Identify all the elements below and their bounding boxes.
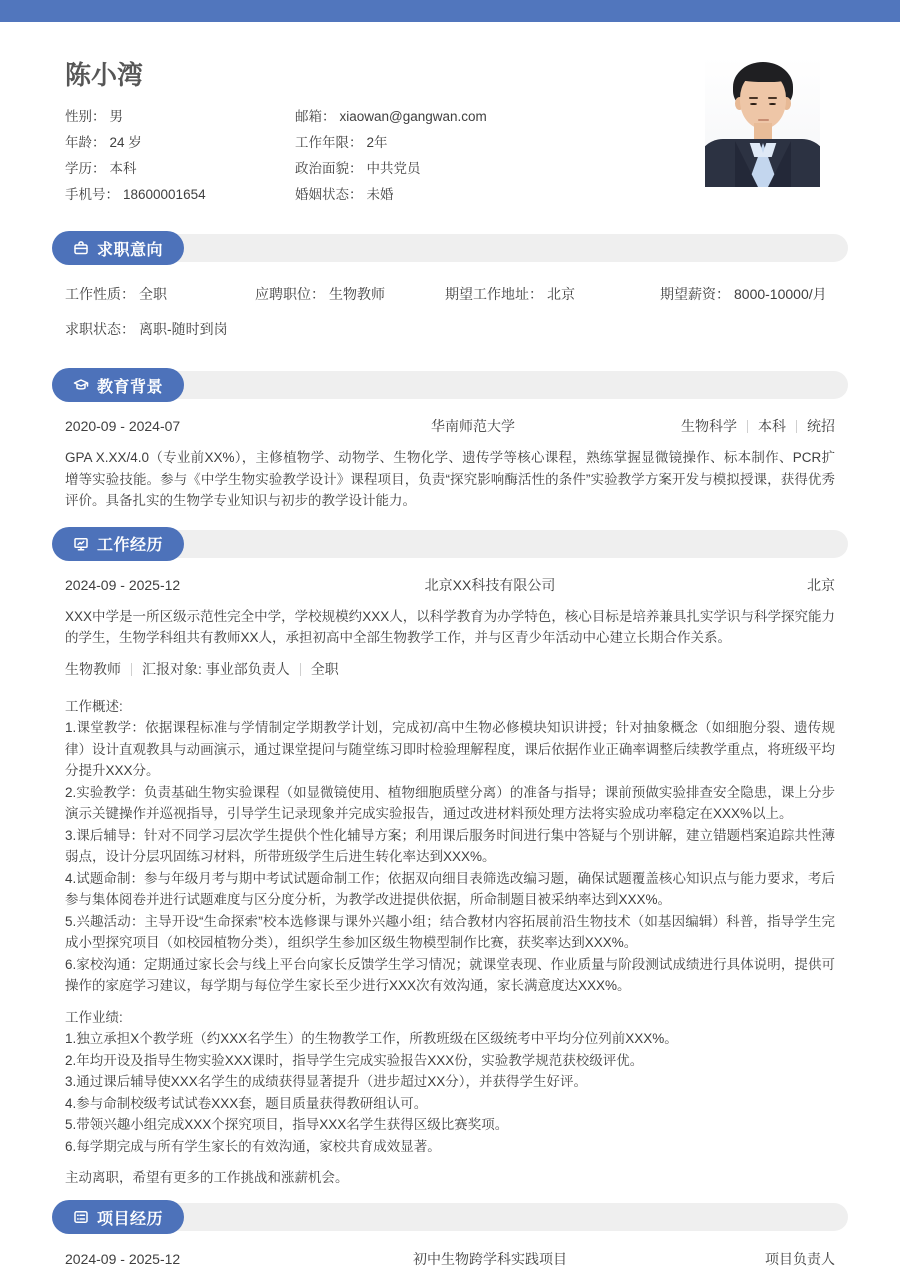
- work-pill: [52, 527, 184, 561]
- work-report-to: 汇报对象: 事业部负责人: [142, 660, 290, 677]
- info-age: 年龄： 24 岁: [65, 135, 142, 150]
- section-header-education: [52, 371, 848, 399]
- field-job-type: 工作性质： 全职: [65, 286, 167, 302]
- section-header-job-intent: [52, 234, 848, 262]
- education-spec: [681, 418, 835, 434]
- education-description: GPA X.XX/4.0（专业前XX%），主修植物学、动物学、生物化学、遗传学等核心课程，熟练掌握显微镜操作、标本制作、PCR扩增等实验技能。参与《中学生物实验教学设计》课程项目，负责“探究影响酶活性的条件”实验教学方案开发与模拟授课，获得优秀评价。具备扎实的生物学专业知识与初步的教学设计能力。: [65, 450, 835, 508]
- work-location: 北京: [807, 576, 835, 593]
- candidate-name: 陈小湾: [65, 60, 144, 90]
- education-period: 2020-09 - 2024-07: [65, 418, 181, 434]
- info-education: 学历： 本科: [65, 161, 137, 176]
- company-intro: XXX中学是一所区级示范性完全中学，学校规模约XXX人，以科学教育为办学特色，核心目标是培养兼具扎实学识与科学探究能力的学生，生物学科组共有教师XX人，承担初高中全部生物教学工作，并与区青少年活动中心建立长期合作关系。: [65, 608, 835, 645]
- field-target-position: 应聘职位： 生物教师: [255, 286, 385, 302]
- work-overview-item: 2.实验教学：负责基础生物实验课程（如显微镜使用、植物细胞质壁分离）的准备与指导；课前预做实验排查安全隐患，课上分步演示关键操作并巡视指导，引导学生记录现象并完成实验报告，通过改进材料预处理方法将实验成功率稳定在XXX%以上。: [65, 784, 835, 821]
- section-title: 工作经历: [97, 537, 164, 554]
- info-gender: 性别： 男: [65, 109, 123, 124]
- job-intent-pill: [52, 231, 184, 265]
- work-achievement-item: 6.每学期完成与所有学生家长的有效沟通，家校共育成效显著。: [65, 1138, 441, 1154]
- work-overview-item: 1.课堂教学：依据课程标准与学情制定学期教学计划，完成初/高中生物必修模块知识讲授；针对抽象概念（如细胞分裂、遗传规律）设计直观教具与动画演示，通过课堂提问与随堂练习即时检验理解程度，课后依据作业正确率调整后续教学重点，将班级平均分提升XXX分。: [65, 720, 835, 778]
- info-political-status: 政治面貌： 中共党员: [295, 161, 421, 176]
- work-achievements-title: 工作业绩:: [65, 1009, 123, 1025]
- info-email: 邮箱： xiaowan@gangwan.com: [295, 109, 487, 124]
- info-phone: 手机号： 18600001654: [65, 187, 206, 202]
- candidate-photo: [705, 57, 820, 187]
- work-employment-type: 全职: [310, 660, 339, 677]
- section-header-work: [52, 530, 848, 558]
- education-school: 华南师范大学: [431, 418, 515, 434]
- work-period: 2024-09 - 2025-12: [65, 576, 181, 593]
- section-title: 项目经历: [97, 1210, 164, 1228]
- education-degree: 本科: [758, 418, 786, 434]
- work-achievement-item: 1.独立承担X个教学班（约XXX名学生）的生物教学工作，所教班级在区级统考中平均分位列前XXX%。: [65, 1031, 678, 1046]
- work-role-line: [52, 660, 848, 678]
- work-achievement-item: 5.带领兴趣小组完成XXX个探究项目，指导XXX名学生获得区级比赛奖项。: [65, 1117, 509, 1132]
- field-target-location: 期望工作地址： 北京: [445, 286, 575, 302]
- top-accent-bar: [0, 0, 900, 22]
- project-pill: [52, 1200, 184, 1234]
- work-position: 生物教师: [65, 660, 121, 677]
- work-overview-item: 3.课后辅导：针对不同学习层次学生提供个性化辅导方案；利用课后服务时间进行集中答疑与个别讲解，建立错题档案追踪共性薄弱点，设计分层巩固练习材料，所带班级学生后进生转化率达到XXX%。: [65, 827, 835, 864]
- list-icon: [73, 1209, 89, 1225]
- field-expected-salary: 期望薪资： 8000-10000/月: [660, 286, 827, 302]
- info-marital-status: 婚姻状态： 未婚: [295, 187, 394, 202]
- info-work-years: 工作年限： 2年: [295, 135, 388, 150]
- project-name: 初中生物跨学科实践项目: [413, 1251, 567, 1267]
- work-entry: [52, 577, 848, 593]
- work-overview-item: 5.兴趣活动：主导开设“生命探索”校本选修课与课外兴趣小组；结合教材内容拓展前沿生物技术（如基因编辑）科普，指导学生完成小型探究项目（如校园植物分类），组织学生参加区级生物模型制作比赛，获奖率达到XXX%。: [65, 913, 835, 950]
- job-intent-fields: [52, 286, 848, 302]
- field-job-status: 求职状态： 离职-随时到岗: [65, 321, 228, 337]
- education-type: 统招: [807, 418, 835, 434]
- work-overview-title: 工作概述:: [65, 698, 123, 714]
- leave-reason: 主动离职，希望有更多的工作挑战和涨薪机会。: [65, 1170, 349, 1185]
- education-major: 生物科学: [681, 418, 737, 434]
- project-period: 2024-09 - 2025-12: [65, 1251, 181, 1267]
- education-pill: [52, 368, 184, 402]
- work-overview: [52, 696, 848, 997]
- monitor-icon: [73, 536, 89, 552]
- briefcase-icon: [73, 240, 89, 256]
- work-achievements: [52, 1007, 848, 1158]
- project-role: 项目负责人: [765, 1251, 835, 1267]
- work-achievement-item: 4.参与命制校级考试试卷XXX套，题目质量获得教研组认可。: [65, 1095, 428, 1111]
- work-overview-item: 4.试题命制：参与年级月考与期中考试试题命制工作；依据双向细目表筛选改编习题，确保试题覆盖核心知识点与能力要求，考后参与集体阅卷并进行试题难度与区分度分析，为教学改进提供依据，所命制题目被采纳率达到XXX%。: [65, 870, 835, 907]
- education-entry: [52, 418, 848, 434]
- work-achievement-item: 2.年均开设及指导生物实验XXX课时，指导学生完成实验报告XXX份，实验教学规范获校级评优。: [65, 1052, 644, 1068]
- section-header-project: [52, 1203, 848, 1231]
- section-title: 求职意向: [97, 241, 164, 259]
- header: [52, 22, 848, 208]
- section-title: 教育背景: [97, 378, 164, 396]
- work-company: 北京XX科技有限公司: [424, 576, 556, 593]
- work-overview-item: 6.家校沟通：定期通过家长会与线上平台向家长反馈学生学习情况；就课堂表现、作业质量与阶段测试成绩进行具体说明，提供可操作的家庭学习建议，每学期与每位学生家长至少进行XXX次有效沟通，家长满意度达XXX%。: [65, 956, 835, 993]
- work-achievement-item: 3.通过课后辅导使XXX名学生的成绩获得显著提升（进步超过XX分），并获得学生好评。: [65, 1074, 588, 1089]
- graduation-cap-icon: [73, 377, 89, 393]
- project-entry: [52, 1251, 848, 1267]
